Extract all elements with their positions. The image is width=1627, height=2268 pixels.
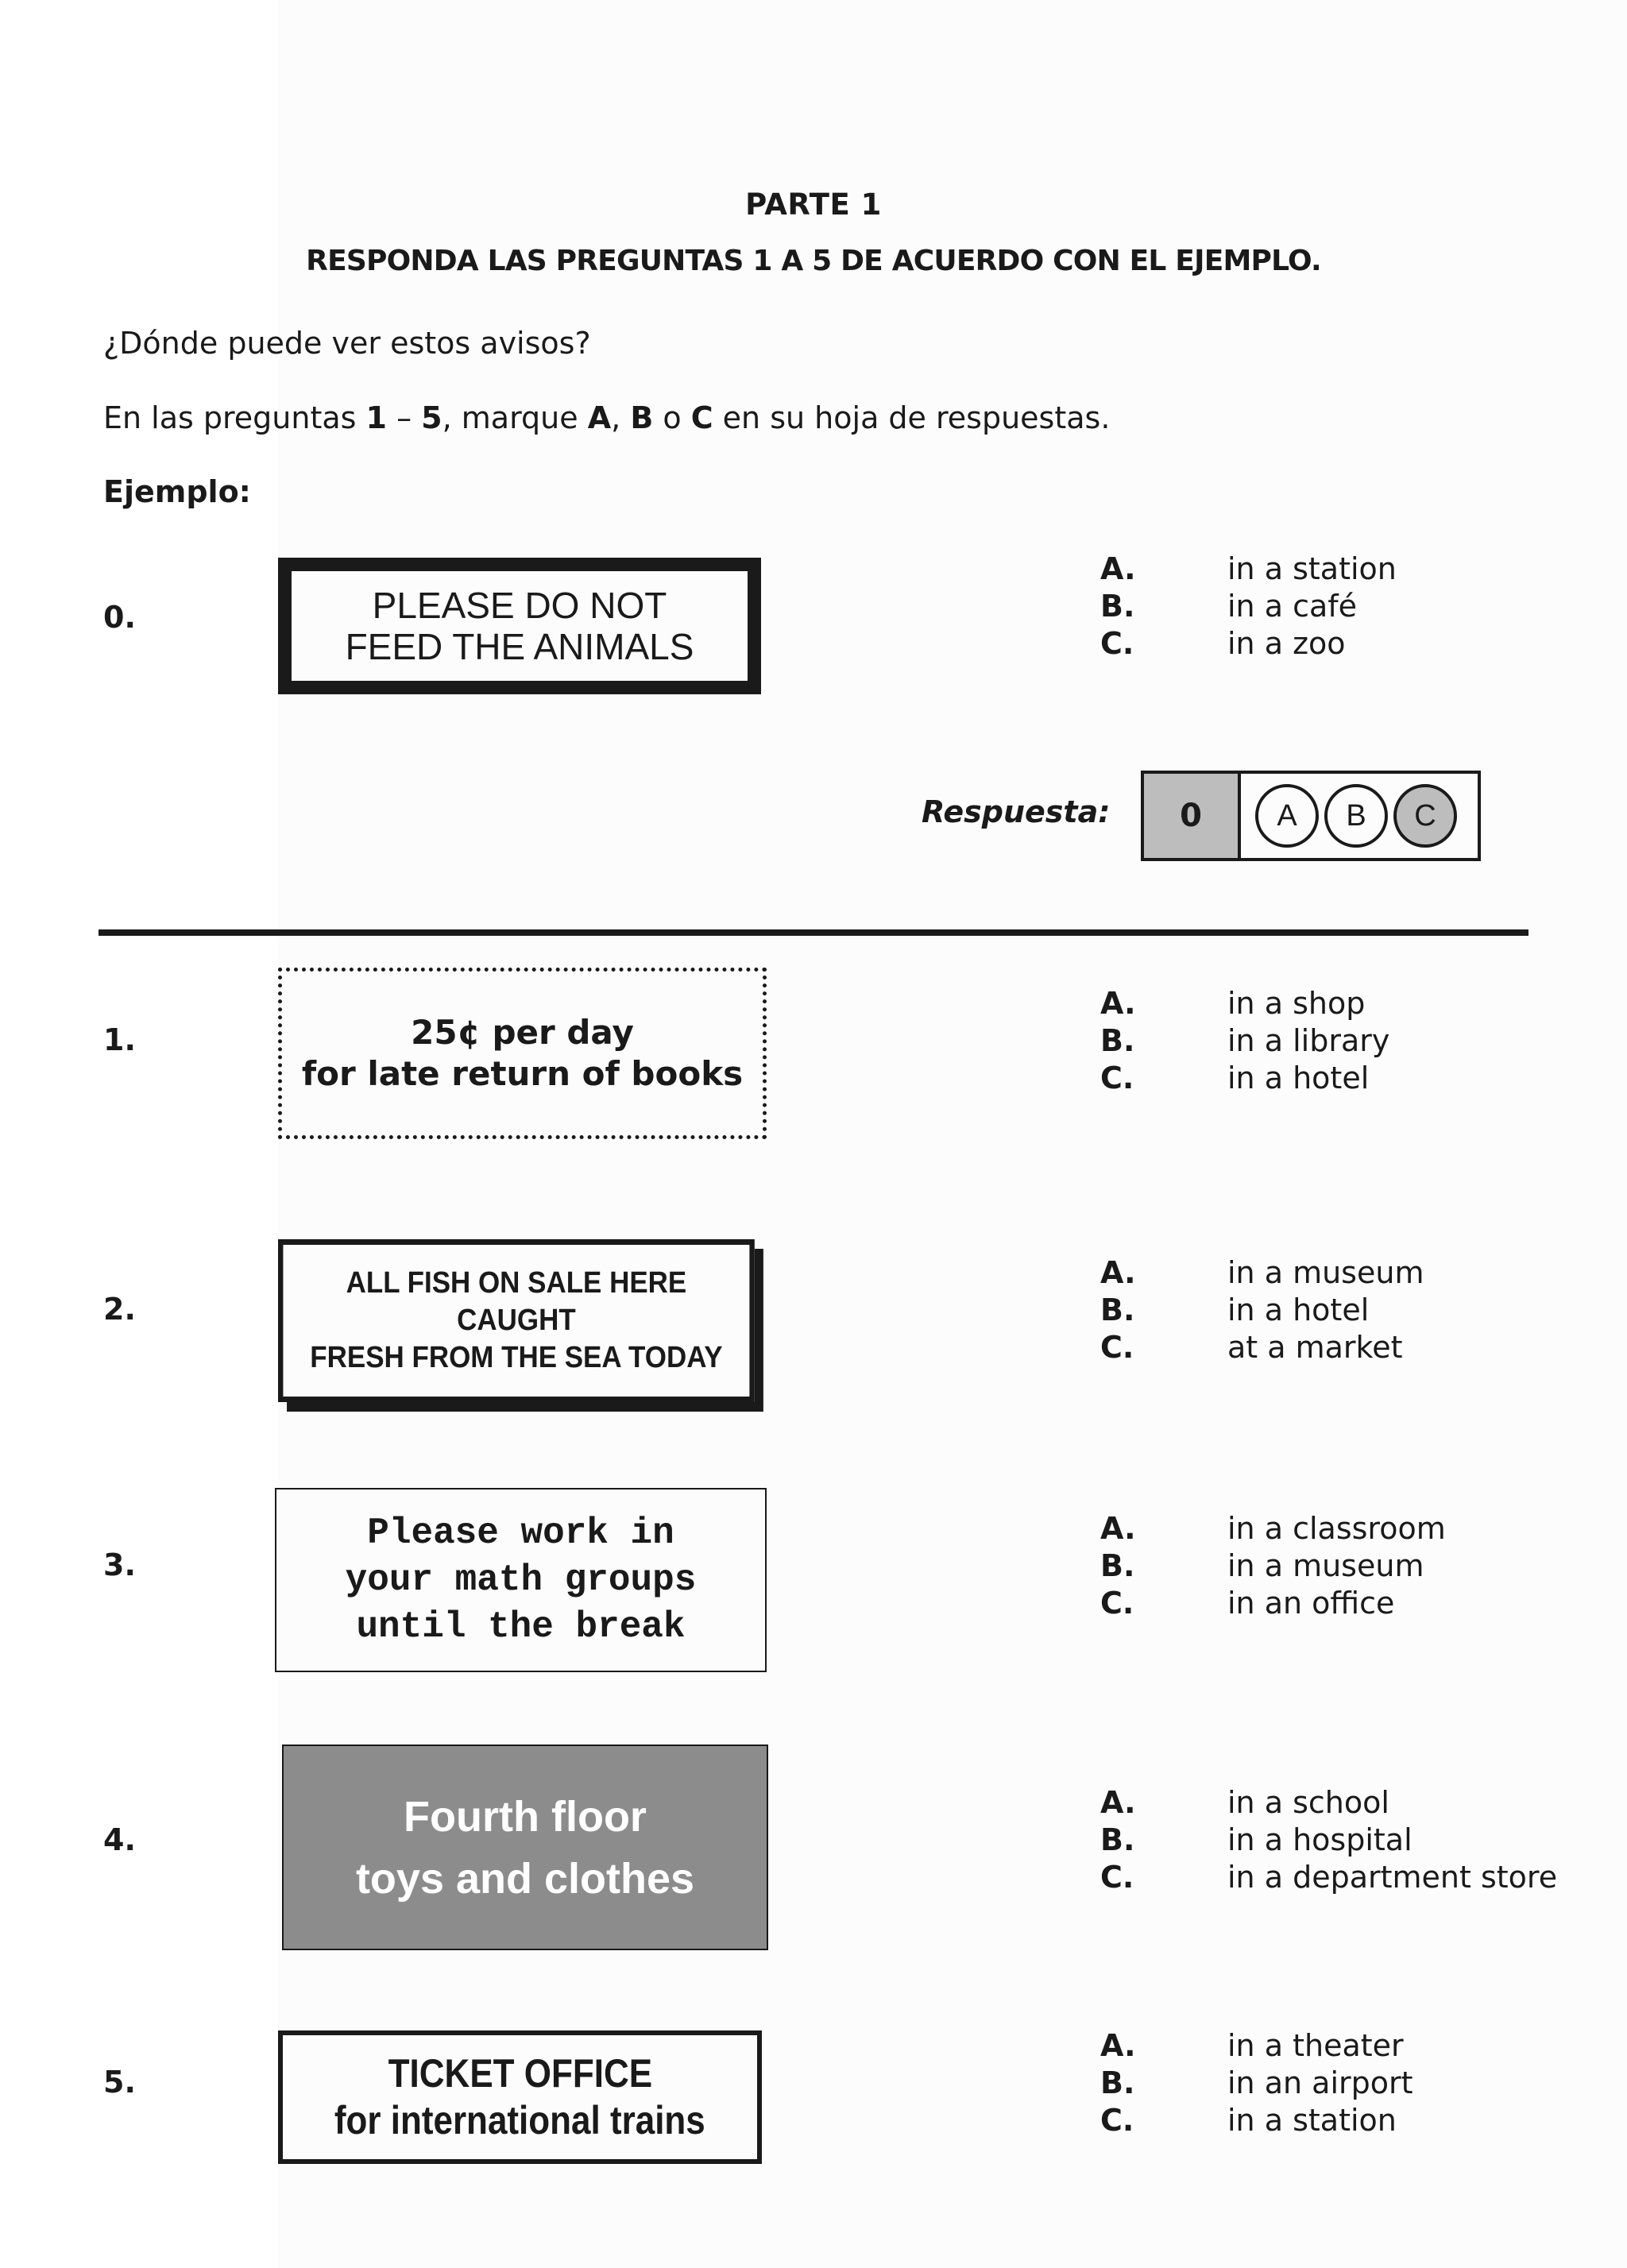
question-2-sign — [278, 1239, 755, 1402]
option-b[interactable] — [1100, 1292, 1424, 1329]
option-b — [1100, 588, 1397, 625]
option-letter: B. — [1100, 589, 1135, 624]
part-title: PARTE 1 — [745, 187, 882, 222]
option-letter: C. — [1100, 1061, 1134, 1095]
option-c[interactable] — [1100, 1329, 1424, 1366]
sign-line: Fourth floor — [404, 1792, 647, 1841]
option-letter: B. — [1100, 1822, 1135, 1857]
question-number: 3. — [103, 1547, 136, 1582]
option-b[interactable] — [1100, 1022, 1389, 1060]
sign-line: Please work in — [367, 1512, 674, 1554]
answer-choices — [1241, 774, 1478, 858]
option-text: in a hotel — [1227, 1292, 1370, 1327]
example-label: Ejemplo: — [103, 474, 251, 509]
option-letter: A. — [1100, 986, 1136, 1021]
option-c[interactable] — [1100, 2102, 1413, 2139]
sign-line: until the break — [356, 1605, 686, 1648]
option-letter: B. — [1100, 1292, 1135, 1327]
answer-box — [1141, 771, 1481, 861]
option-a[interactable] — [1100, 2027, 1413, 2065]
question-1-sign — [278, 968, 767, 1139]
answer-circle-a[interactable]: A — [1255, 784, 1319, 848]
option-text: in an airport — [1227, 2065, 1413, 2100]
question-number: 2. — [103, 1292, 136, 1327]
option-b[interactable] — [1100, 2065, 1413, 2102]
answer-circle-b[interactable]: B — [1324, 784, 1388, 848]
option-letter: B. — [1100, 1023, 1135, 1058]
option-text: in a hospital — [1227, 1822, 1413, 1857]
question-3-options — [1100, 1510, 1446, 1622]
option-a[interactable] — [1100, 1784, 1557, 1822]
question-3-sign — [275, 1488, 767, 1672]
intro-instruction: En las preguntas 1 – 5, marque A, B o C en su hoja de respuestas. — [103, 400, 1111, 435]
option-b[interactable] — [1100, 1822, 1557, 1859]
option-a — [1100, 551, 1397, 588]
option-letter: C. — [1100, 1330, 1134, 1365]
option-a[interactable] — [1100, 985, 1389, 1022]
example-options — [1100, 551, 1397, 663]
option-text: in a department store — [1227, 1860, 1558, 1895]
option-letter: C. — [1100, 2103, 1134, 2138]
question-5-sign — [278, 2030, 762, 2164]
option-c[interactable] — [1100, 1060, 1389, 1097]
option-text: in a station — [1227, 551, 1397, 586]
question-number: 4. — [103, 1822, 136, 1857]
option-a[interactable] — [1100, 1510, 1446, 1547]
question-number: 1. — [103, 1022, 136, 1057]
sign-line: ALL FISH ON SALE HERE CAUGHT — [346, 1266, 687, 1337]
option-letter: C. — [1100, 1860, 1134, 1895]
option-letter: A. — [1100, 2028, 1136, 2063]
question-4-sign — [282, 1744, 768, 1950]
option-letter: A. — [1100, 1511, 1136, 1546]
option-letter: A. — [1100, 1785, 1136, 1820]
option-text: in a station — [1227, 2103, 1397, 2138]
option-letter: A. — [1100, 551, 1136, 586]
answer-label: Respuesta: — [922, 794, 1111, 829]
instruction-title: RESPONDA LAS PREGUNTAS 1 A 5 DE ACUERDO CON EL EJEMPLO. — [306, 245, 1321, 277]
option-letter: B. — [1100, 2065, 1135, 2100]
sign-line: 25¢ per day — [411, 1013, 634, 1052]
option-text: in a hotel — [1227, 1061, 1370, 1095]
sign-line: FEED THE ANIMALS — [345, 626, 694, 667]
question-number: 5. — [103, 2065, 136, 2100]
sign-line: FRESH FROM THE SEA TODAY — [310, 1341, 723, 1374]
option-text: in an office — [1227, 1586, 1395, 1621]
option-letter: B. — [1100, 1548, 1135, 1583]
option-text: in a classroom — [1227, 1511, 1446, 1546]
sign-line: for international trains — [334, 2098, 705, 2142]
option-text: at a market — [1227, 1330, 1403, 1365]
question-1-options — [1100, 985, 1389, 1097]
answer-number: 0 — [1144, 774, 1241, 858]
question-2-options — [1100, 1254, 1424, 1366]
question-5-options — [1100, 2027, 1413, 2139]
option-text: in a shop — [1227, 986, 1366, 1021]
section-divider — [99, 929, 1528, 936]
sign-line: PLEASE DO NOT — [372, 585, 667, 626]
option-letter: C. — [1100, 1586, 1134, 1621]
option-text: in a museum — [1227, 1548, 1424, 1583]
option-c[interactable] — [1100, 1585, 1446, 1622]
question-4-options — [1100, 1784, 1557, 1896]
option-text: in a library — [1227, 1023, 1390, 1058]
option-letter: A. — [1100, 1255, 1136, 1290]
option-c — [1100, 625, 1397, 663]
sign-line: your math groups — [345, 1559, 697, 1601]
option-a[interactable] — [1100, 1254, 1424, 1292]
option-text: in a café — [1227, 589, 1358, 624]
option-text: in a theater — [1227, 2028, 1404, 2063]
option-text: in a school — [1227, 1785, 1389, 1820]
sign-line: toys and clothes — [355, 1854, 695, 1903]
option-text: in a museum — [1227, 1255, 1424, 1290]
option-letter: C. — [1100, 626, 1134, 661]
sign-line: for late return of books — [301, 1054, 744, 1093]
intro-question: ¿Dónde puede ver estos avisos? — [103, 326, 591, 361]
option-c[interactable] — [1100, 1859, 1557, 1896]
option-b[interactable] — [1100, 1547, 1446, 1585]
option-text: in a zoo — [1227, 626, 1346, 661]
example-number: 0. — [103, 600, 136, 635]
sign-line: TICKET OFFICE — [388, 2051, 652, 2096]
example-sign — [278, 558, 761, 694]
answer-circle-c[interactable]: C — [1393, 784, 1457, 848]
